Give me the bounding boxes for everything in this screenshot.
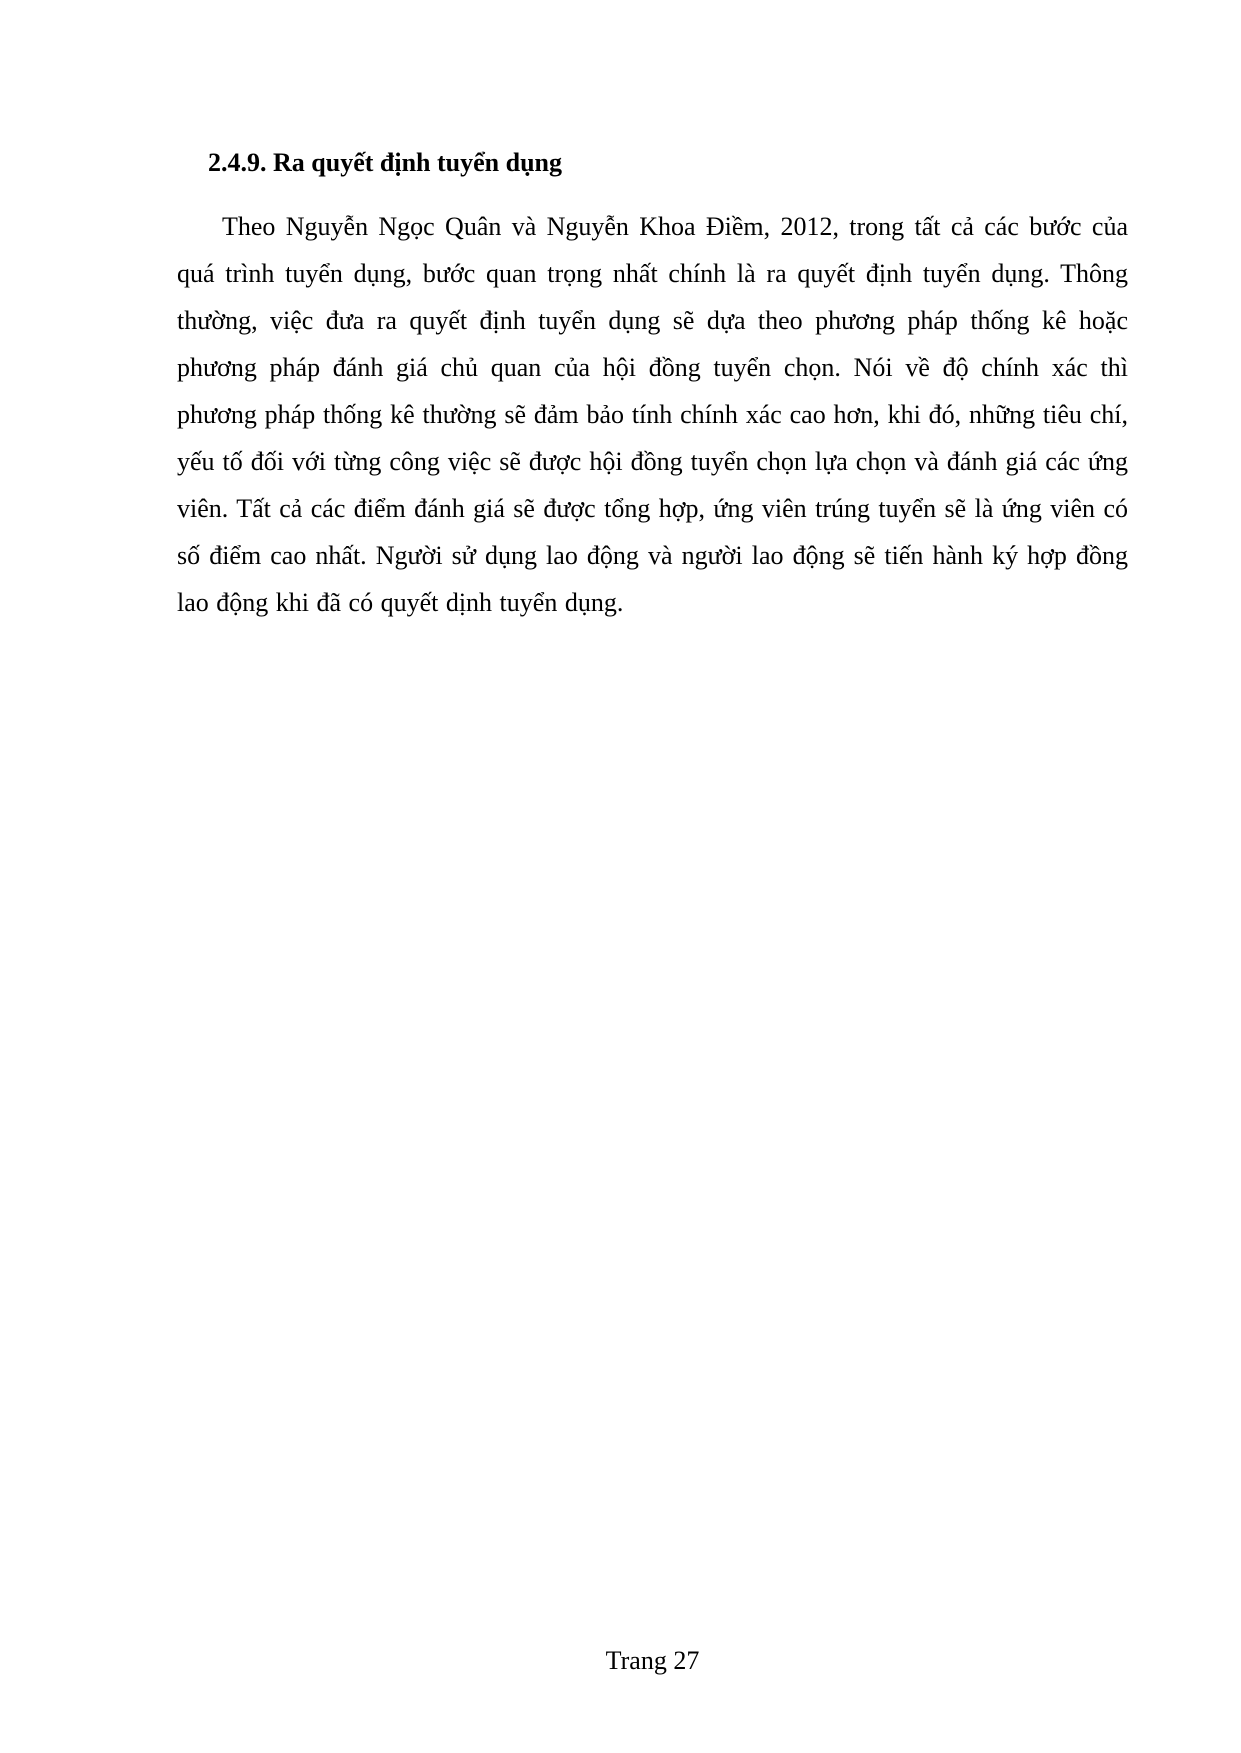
body-paragraph: Theo Nguyễn Ngọc Quân và Nguyễn Khoa Điềm, 2012, trong tất cả các bước của quá trình tuyển dụng, bước quan trọng nhất chính là ra quyết định tuyển dụng. Thông thường, việc đưa ra quyết định tuyển dụng sẽ dựa theo phương pháp thống kê hoặc phương pháp đánh giá chủ quan của hội đồng tuyển chọn. Nói về độ chính xác thì phương pháp thống kê thường sẽ đảm bảo tính chính xác cao hơn, khi đó, những tiêu chí, yếu tố đối với từng công việc sẽ được hội đồng tuyển chọn lựa chọn và đánh giá các ứng viên. Tất cả các điểm đánh giá sẽ được tổng hợp, ứng viên trúng tuyển sẽ là ứng viên có số điểm cao nhất. Người sử dụng lao động và người lao động sẽ tiến hành ký hợp đồng lao động khi đã có quyết dịnh tuyển dụng. <box>177 212 1128 617</box>
section-heading: 2.4.9. Ra quyết định tuyển dụng <box>208 148 562 177</box>
page-number: Trang 27 <box>605 1646 700 1675</box>
